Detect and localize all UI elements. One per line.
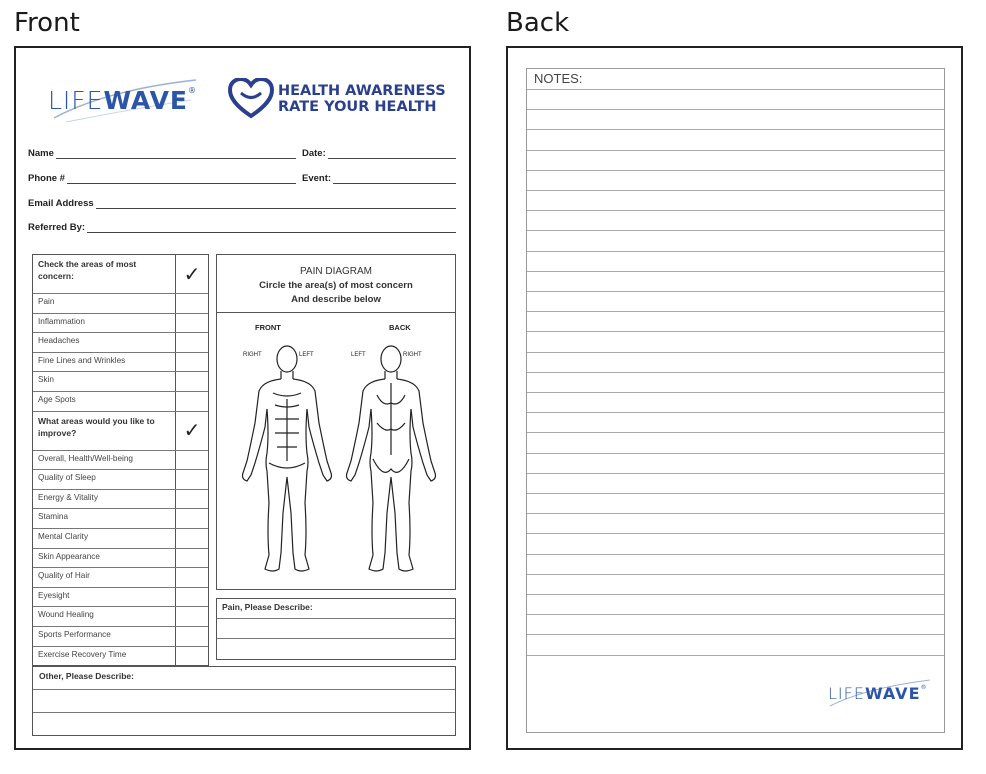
event-field[interactable] bbox=[302, 173, 456, 184]
email-label: Email Address bbox=[28, 198, 94, 209]
note-line bbox=[527, 554, 944, 555]
note-line bbox=[527, 574, 944, 575]
check-cell[interactable] bbox=[176, 647, 208, 666]
note-line bbox=[527, 655, 944, 656]
note-line bbox=[527, 311, 944, 312]
health-awareness-header bbox=[228, 78, 446, 120]
row-label: Energy & Vitality bbox=[33, 490, 176, 509]
note-line bbox=[527, 453, 944, 454]
logo-reg-mark: ® bbox=[188, 86, 198, 95]
logo-life-text: LIFE bbox=[828, 684, 865, 703]
concern-header-text: Check the areas of most concern: bbox=[33, 255, 176, 293]
other-describe-label: Other, Please Describe: bbox=[33, 667, 455, 690]
note-line bbox=[527, 129, 944, 130]
row-label: Mental Clarity bbox=[33, 529, 176, 548]
name-label: Name bbox=[28, 148, 54, 159]
other-describe-box[interactable] bbox=[32, 666, 456, 736]
check-cell[interactable] bbox=[176, 627, 208, 646]
row-label: Sports Performance bbox=[33, 627, 176, 646]
table-row[interactable] bbox=[33, 529, 208, 549]
row-label: Stamina bbox=[33, 509, 176, 528]
front-left-label: LEFT bbox=[299, 352, 314, 358]
lifewave-logo bbox=[46, 70, 206, 130]
improve-header-row bbox=[33, 412, 208, 451]
front-card bbox=[14, 46, 471, 750]
pain-describe-line[interactable] bbox=[217, 619, 455, 639]
other-describe-line[interactable] bbox=[33, 713, 455, 736]
date-label: Date: bbox=[302, 148, 326, 159]
check-cell[interactable] bbox=[176, 333, 208, 352]
notes-title: NOTES: bbox=[534, 71, 583, 86]
pain-describe-line[interactable] bbox=[217, 639, 455, 659]
check-cell[interactable] bbox=[176, 607, 208, 626]
note-line bbox=[527, 352, 944, 353]
header-line1: HEALTH AWARENESS bbox=[278, 83, 446, 99]
row-label: Age Spots bbox=[33, 392, 176, 411]
table-row[interactable] bbox=[33, 294, 208, 314]
note-line bbox=[527, 331, 944, 332]
table-row[interactable] bbox=[33, 568, 208, 588]
referred-field[interactable] bbox=[28, 222, 456, 233]
other-describe-line[interactable] bbox=[33, 690, 455, 713]
row-label: Skin bbox=[33, 372, 176, 391]
pain-diagram-header bbox=[217, 255, 455, 313]
logo-life-text: LIFE bbox=[48, 86, 104, 115]
note-line bbox=[527, 614, 944, 615]
note-line bbox=[527, 634, 944, 635]
table-row[interactable] bbox=[33, 470, 208, 490]
row-label: Inflammation bbox=[33, 314, 176, 333]
note-line bbox=[527, 291, 944, 292]
front-right-label: RIGHT bbox=[243, 352, 262, 358]
back-label: Back bbox=[506, 8, 570, 38]
row-label: Pain bbox=[33, 294, 176, 313]
header-line2: RATE YOUR HEALTH bbox=[278, 99, 437, 115]
back-right-label: RIGHT bbox=[403, 352, 422, 358]
table-row[interactable] bbox=[33, 627, 208, 647]
note-line bbox=[527, 412, 944, 413]
front-label: Front bbox=[14, 8, 80, 38]
concern-header-row bbox=[33, 255, 208, 294]
back-view-label: BACK bbox=[389, 323, 411, 332]
check-cell[interactable] bbox=[176, 529, 208, 548]
table-row[interactable] bbox=[33, 490, 208, 510]
note-line bbox=[527, 271, 944, 272]
note-line bbox=[527, 150, 944, 151]
check-cell[interactable] bbox=[176, 490, 208, 509]
back-left-label: LEFT bbox=[351, 352, 366, 358]
note-line bbox=[527, 170, 944, 171]
referred-label: Referred By: bbox=[28, 222, 86, 233]
check-cell[interactable] bbox=[176, 549, 208, 568]
table-row[interactable] bbox=[33, 588, 208, 608]
check-cell[interactable] bbox=[176, 392, 208, 411]
note-line bbox=[527, 109, 944, 110]
note-line bbox=[527, 533, 944, 534]
row-label: Quality of Hair bbox=[33, 568, 176, 587]
check-cell[interactable] bbox=[176, 588, 208, 607]
table-row[interactable] bbox=[33, 333, 208, 353]
back-body-figure[interactable] bbox=[341, 343, 441, 579]
row-label: Fine Lines and Wrinkles bbox=[33, 353, 176, 372]
back-card bbox=[506, 46, 963, 750]
note-line bbox=[527, 190, 944, 191]
note-line bbox=[527, 493, 944, 494]
table-row[interactable] bbox=[33, 607, 208, 627]
table-row[interactable] bbox=[33, 647, 208, 666]
concern-table bbox=[32, 254, 209, 666]
note-line bbox=[527, 513, 944, 514]
improve-header-text: What areas would you like to improve? bbox=[33, 412, 176, 450]
lifewave-logo-small bbox=[826, 674, 936, 714]
table-row[interactable] bbox=[33, 314, 208, 334]
table-row[interactable] bbox=[33, 392, 208, 412]
row-label: Exercise Recovery Time bbox=[33, 647, 176, 666]
date-field[interactable] bbox=[302, 148, 456, 159]
check-cell[interactable] bbox=[176, 568, 208, 587]
row-label: Quality of Sleep bbox=[33, 470, 176, 489]
email-field[interactable] bbox=[28, 198, 456, 209]
note-line bbox=[527, 251, 944, 252]
check-cell[interactable] bbox=[176, 353, 208, 372]
logo-wave-text: WAVE bbox=[103, 86, 189, 115]
front-body-figure[interactable] bbox=[237, 343, 337, 579]
check-cell[interactable] bbox=[176, 451, 208, 470]
pain-diagram bbox=[216, 254, 456, 590]
note-line bbox=[527, 89, 944, 90]
table-row[interactable] bbox=[33, 353, 208, 373]
table-row[interactable] bbox=[33, 549, 208, 569]
check-cell[interactable] bbox=[176, 372, 208, 391]
row-label: Skin Appearance bbox=[33, 549, 176, 568]
note-line bbox=[527, 392, 944, 393]
note-line bbox=[527, 372, 944, 373]
pain-describe-label: Pain, Please Describe: bbox=[217, 599, 455, 619]
table-row[interactable] bbox=[33, 509, 208, 529]
pain-diagram-instruction2: And describe below bbox=[291, 294, 381, 305]
note-line bbox=[527, 230, 944, 231]
row-label: Overall, Health/Well-being bbox=[33, 451, 176, 470]
check-cell[interactable] bbox=[176, 509, 208, 528]
pain-describe-box[interactable] bbox=[216, 598, 456, 660]
logo-wave-text: WAVE bbox=[864, 684, 921, 703]
table-row[interactable] bbox=[33, 372, 208, 392]
note-line bbox=[527, 432, 944, 433]
logo-reg-mark: ® bbox=[920, 684, 928, 691]
check-cell[interactable] bbox=[176, 470, 208, 489]
check-cell[interactable] bbox=[176, 314, 208, 333]
name-field[interactable] bbox=[28, 148, 296, 159]
check-cell[interactable] bbox=[176, 294, 208, 313]
note-line bbox=[527, 210, 944, 211]
checkmark-icon: ✓ bbox=[183, 263, 201, 286]
notes-area[interactable] bbox=[526, 68, 945, 733]
row-label: Headaches bbox=[33, 333, 176, 352]
checkmark-icon: ✓ bbox=[183, 420, 201, 443]
row-label: Wound Healing bbox=[33, 607, 176, 626]
note-line bbox=[527, 594, 944, 595]
pain-diagram-instruction: Circle the area(s) of most concern bbox=[259, 280, 413, 291]
phone-label: Phone # bbox=[28, 173, 65, 184]
heart-icon bbox=[228, 78, 274, 120]
note-line bbox=[527, 473, 944, 474]
front-view-label: FRONT bbox=[255, 323, 281, 332]
row-label: Eyesight bbox=[33, 588, 176, 607]
phone-field[interactable] bbox=[28, 173, 296, 184]
table-row[interactable] bbox=[33, 451, 208, 471]
pain-diagram-title: PAIN DIAGRAM bbox=[299, 266, 373, 277]
event-label: Event: bbox=[302, 173, 332, 184]
